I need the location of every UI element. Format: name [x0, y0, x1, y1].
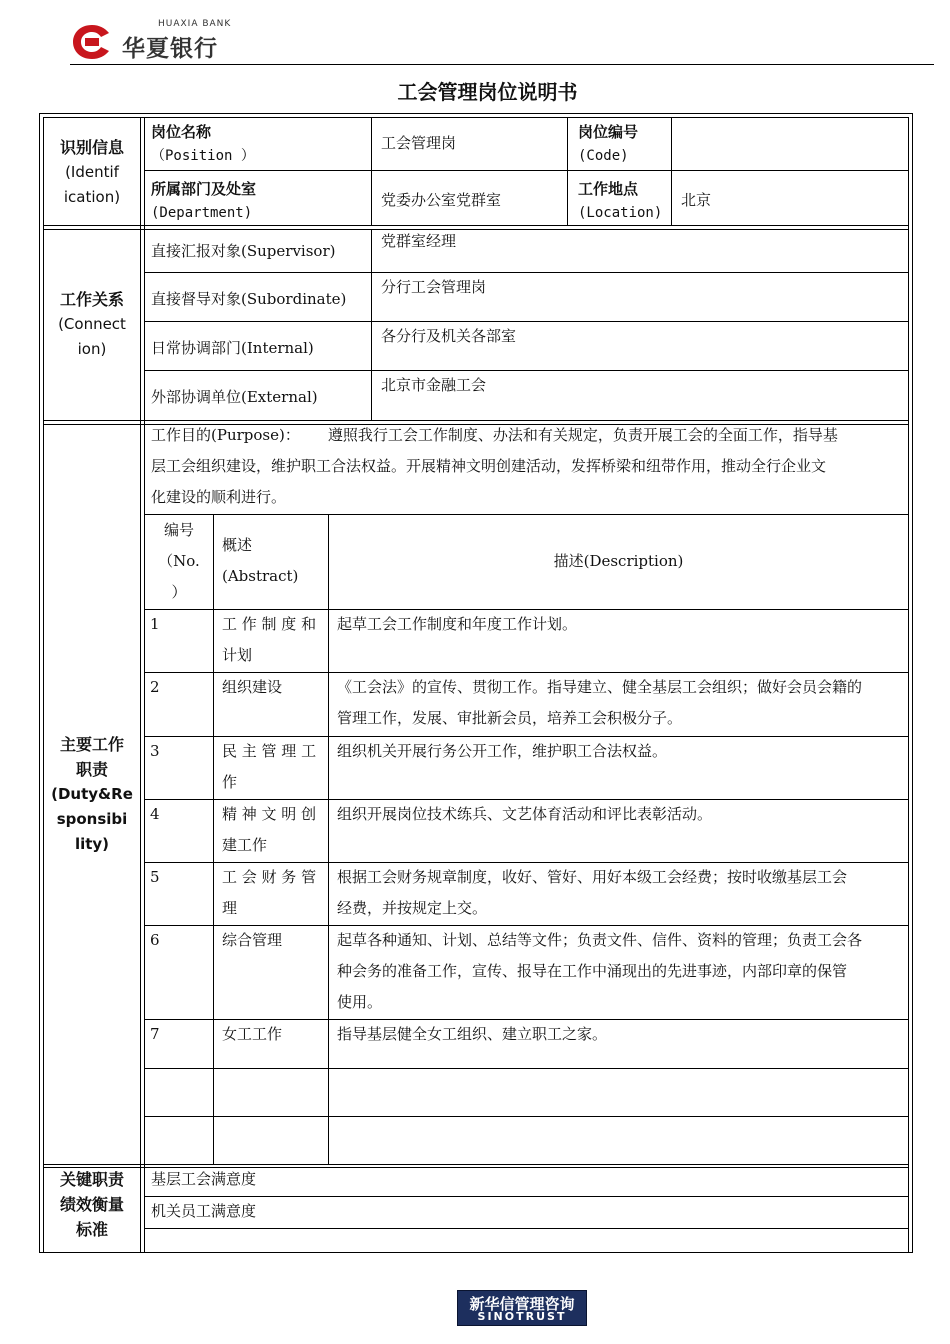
supervisor-label: 直接汇报对象(Supervisor)	[151, 242, 336, 260]
subordinate-value: 分行工会管理岗	[381, 278, 487, 296]
row-description-2: 种会务的准备工作，宣传、报导在工作中涌现出的先进事迹，内部印章的保管	[337, 962, 848, 980]
identification-label-en-1: (Identif	[65, 163, 119, 181]
row-description-1: 指导基层健全女工组织、建立职工之家。	[337, 1025, 608, 1043]
position-code-label	[578, 120, 638, 168]
row-abstract-1: 组织建设	[222, 678, 283, 696]
row-abstract-1: 女工工作	[222, 1025, 283, 1043]
row-description-1: 组织机关开展行务公开工作，维护职工合法权益。	[337, 742, 668, 760]
duty-label-en-2: sponsibi	[56, 810, 128, 828]
location-label-en: (Location)	[578, 205, 663, 221]
department-label	[151, 177, 256, 225]
department-label-cn: 所属部门及处室	[151, 180, 257, 198]
row-description-3: 使用。	[337, 993, 383, 1011]
code-label-en: (Code)	[578, 148, 629, 164]
kpi-label-2: 绩效衡量	[59, 1195, 124, 1214]
row-abstract-2: 理	[222, 899, 238, 917]
duty-label-cn-1: 主要工作	[59, 735, 124, 754]
sinotrust-logo-en: SINOTRUST	[477, 1310, 567, 1323]
row-abstract-2: 建工作	[222, 836, 268, 854]
row-no: 1	[150, 615, 160, 633]
row-no: 6	[150, 931, 160, 949]
identification-section-label	[44, 135, 140, 210]
position-name-label	[151, 120, 255, 168]
location-label-cn: 工作地点	[578, 180, 639, 198]
row-description-2: 管理工作，发展、审批新会员，培养工会积极分子。	[337, 709, 683, 727]
col-no-line-2: （No.	[158, 552, 200, 570]
kpi-section-label	[44, 1167, 140, 1242]
position-label-en: （Position ）	[151, 148, 255, 164]
kpi-item: 基层工会满意度	[151, 1170, 257, 1188]
kpi-item: 机关员工满意度	[151, 1202, 257, 1220]
purpose-line-2: 层工会组织建设，维护职工合法权益。开展精神文明创建活动，发挥桥梁和纽带作用，推动全行企业文	[151, 457, 827, 475]
row-description-1: 起草工会工作制度和年度工作计划。	[337, 615, 578, 633]
code-label-cn: 岗位编号	[578, 123, 639, 141]
connection-label-en-2: ion)	[77, 340, 107, 358]
position-name-value: 工会管理岗	[381, 134, 457, 152]
bank-name-en: HUAXIA BANK	[158, 19, 232, 29]
identification-label-en-2: ication)	[63, 188, 121, 206]
col-abstract-line-1: 概述	[222, 536, 253, 554]
sinotrust-logo-cn: 新华信管理咨询	[469, 1295, 575, 1313]
col-abstract-line-2: (Abstract)	[222, 567, 299, 585]
purpose-line-1: 遵照我行工会工作制度、办法和有关规定，负责开展工会的全面工作，指导基	[327, 426, 838, 444]
external-label: 外部协调单位(External)	[151, 388, 318, 406]
supervisor-value: 党群室经理	[381, 232, 457, 250]
duty-label-en-3: lity)	[74, 835, 110, 853]
department-value: 党委办公室党群室	[381, 191, 502, 209]
row-abstract-1: 精 神 文 明 创	[222, 805, 317, 823]
row-abstract-1: 工 会 财 务 管	[222, 868, 317, 886]
row-no: 7	[150, 1025, 160, 1043]
connection-section-label	[44, 287, 140, 362]
connection-label-en-1: (Connect	[58, 315, 126, 333]
header-divider	[70, 64, 934, 65]
row-no: 5	[150, 868, 160, 886]
row-no: 4	[150, 805, 160, 823]
kpi-label-1: 关键职责	[59, 1170, 124, 1189]
bank-name-cn: 华夏银行	[122, 36, 218, 62]
purpose-label: 工作目的(Purpose)：	[151, 426, 300, 444]
column-header-no	[146, 515, 212, 608]
location-value: 北京	[681, 191, 712, 209]
row-description-1: 《工会法》的宣传、贯彻工作。指导建立、健全基层工会组织；做好会员会籍的	[337, 678, 863, 696]
internal-label: 日常协调部门(Internal)	[151, 339, 314, 357]
duty-section-label	[44, 732, 140, 857]
col-no-line-1: 编号	[163, 521, 194, 539]
row-abstract-1: 民 主 管 理 工	[222, 742, 317, 760]
duty-label-en-1: (Duty&Re	[51, 785, 133, 803]
sinotrust-logo	[457, 1290, 587, 1326]
row-no: 2	[150, 678, 160, 696]
position-label-cn: 岗位名称	[151, 123, 212, 141]
row-abstract-1: 综合管理	[222, 931, 283, 949]
kpi-label-3: 标准	[75, 1220, 108, 1239]
row-description-1: 根据工会财务规章制度，收好、管好、用好本级工会经费；按时收缴基层工会	[337, 868, 848, 886]
duty-label-cn-2: 职责	[75, 760, 108, 779]
purpose-line-3: 化建设的顺利进行。	[151, 488, 287, 506]
row-no: 3	[150, 742, 160, 760]
column-header-description: 描述(Description)	[553, 552, 684, 570]
col-no-line-3: ）	[171, 583, 187, 601]
department-label-en: (Department)	[151, 205, 253, 221]
row-description-1: 起草各种通知、计划、总结等文件；负责文件、信件、资料的管理；负责工会各	[337, 931, 863, 949]
work-purpose	[151, 420, 903, 513]
row-description-2: 经费，并按规定上交。	[337, 899, 488, 917]
identification-label-cn: 识别信息	[59, 138, 124, 157]
subordinate-label: 直接督导对象(Subordinate)	[151, 290, 347, 308]
connection-label-cn: 工作关系	[59, 290, 124, 309]
row-description-1: 组织开展岗位技术练兵、文艺体育活动和评比表彰活动。	[337, 805, 713, 823]
location-label	[578, 177, 662, 225]
row-abstract-2: 作	[222, 773, 238, 791]
column-header-abstract	[222, 530, 298, 592]
huaxia-bank-logo-icon	[70, 22, 114, 62]
internal-value: 各分行及机关各部室	[381, 327, 517, 345]
row-abstract-2: 计划	[222, 646, 253, 664]
document-title: 工会管理岗位说明书	[397, 80, 578, 104]
external-value: 北京市金融工会	[381, 376, 487, 394]
row-abstract-1: 工 作 制 度 和	[222, 615, 317, 633]
